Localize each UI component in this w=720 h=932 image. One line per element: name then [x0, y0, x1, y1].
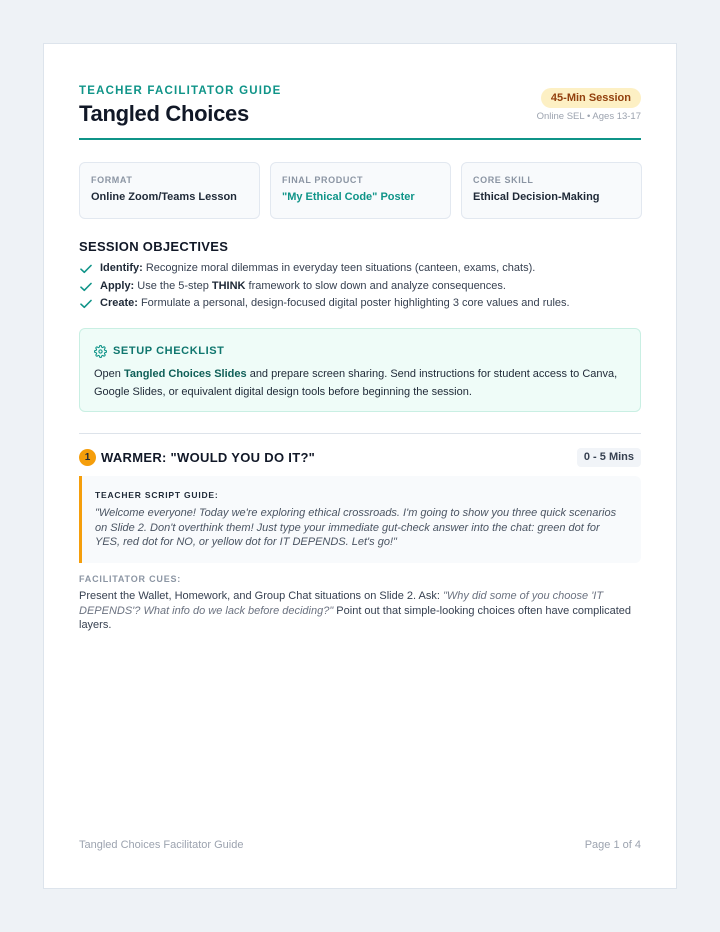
objective-item — [79, 260, 641, 278]
card-value: "My Ethical Code" Poster — [282, 191, 415, 203]
page-number: Page 1 of 4 — [584, 839, 641, 851]
check-icon — [80, 264, 92, 274]
teacher-script-box — [79, 476, 641, 563]
setup-text: Open — [94, 368, 124, 380]
setup-heading: SETUP CHECKLIST — [113, 345, 225, 357]
card-label: FORMAT — [91, 175, 133, 185]
final-product-card — [270, 162, 451, 219]
think-framework-emphasis: THINK — [211, 279, 246, 292]
guide-page — [43, 43, 677, 889]
card-value: Online Zoom/Teams Lesson — [91, 191, 237, 203]
overview-cards — [79, 162, 641, 219]
script-quote: "Welcome everyone! Today we're exploring ethical crossroads. I'm going to show you three quick scenarios on Slide 2. Don't overthink them! Just type your immediate gut-check answer into the chat: green dot for YES, red dot for NO, or yellow dot for IT DEPENDS. Let's go!" — [95, 507, 617, 548]
audience-meta: Online SEL • Ages 13-17 — [536, 111, 641, 122]
footer-title: Tangled Choices Facilitator Guide — [79, 839, 244, 851]
card-label: FINAL PRODUCT — [282, 175, 364, 185]
check-icon — [80, 299, 92, 309]
slides-link-text: Tangled Choices Slides — [123, 368, 247, 380]
setup-instructions — [94, 365, 626, 401]
setup-text: and prepare screen sharing. Send instructions for student access to Canva, Google Slides, or equivalent digital design tools before beginning the session. — [94, 368, 618, 398]
objective-keyword: Apply: — [100, 279, 135, 292]
duration-badge: 0 - 5 Mins — [577, 448, 641, 467]
objective-item — [79, 278, 641, 296]
section-divider — [79, 433, 641, 434]
card-value: Ethical Decision-Making — [473, 191, 600, 203]
cues-question: "Why did some of you choose 'IT DEPENDS'? What info do we lack before deciding?" — [79, 590, 604, 617]
facilitator-cues-label: FACILITATOR CUES: — [79, 574, 182, 584]
objectives-list — [79, 260, 641, 313]
step-number-badge: 1 — [79, 449, 96, 466]
objective-item — [79, 295, 641, 313]
card-label: CORE SKILL — [473, 175, 534, 185]
objective-text: framework to slow down and analyze consequences. — [245, 279, 506, 292]
title-divider — [79, 138, 641, 140]
setup-checklist-box — [79, 328, 641, 412]
objective-keyword: Create: — [100, 297, 138, 309]
objectives-heading: SESSION OBJECTIVES — [79, 239, 229, 254]
cues-text: Present the Wallet, Homework, and Group Chat situations on Slide 2. Ask: — [79, 590, 443, 602]
cues-text: Point out that simple-looking choices often have complicated layers. — [79, 604, 632, 631]
format-card — [79, 162, 260, 219]
section-title: WARMER: "WOULD YOU DO IT?" — [101, 450, 316, 465]
session-length-badge: 45-Min Session — [541, 88, 641, 108]
gear-icon — [94, 345, 107, 358]
check-icon — [80, 282, 92, 292]
facilitator-cues-text — [79, 589, 641, 633]
guide-eyebrow: TEACHER FACILITATOR GUIDE — [79, 85, 282, 97]
page-title: Tangled Choices — [79, 101, 249, 126]
script-label: TEACHER SCRIPT GUIDE: — [95, 490, 219, 500]
objective-text: Recognize moral dilemmas in everyday teen situations (canteen, exams, chats). — [142, 262, 536, 274]
section-1-header — [79, 448, 641, 468]
objective-keyword: Identify: — [100, 262, 143, 274]
core-skill-card — [461, 162, 642, 219]
objective-text: Use the 5-step — [134, 279, 212, 292]
objective-text: Formulate a personal, design-focused digital poster highlighting 3 core values and rules. — [137, 297, 570, 309]
